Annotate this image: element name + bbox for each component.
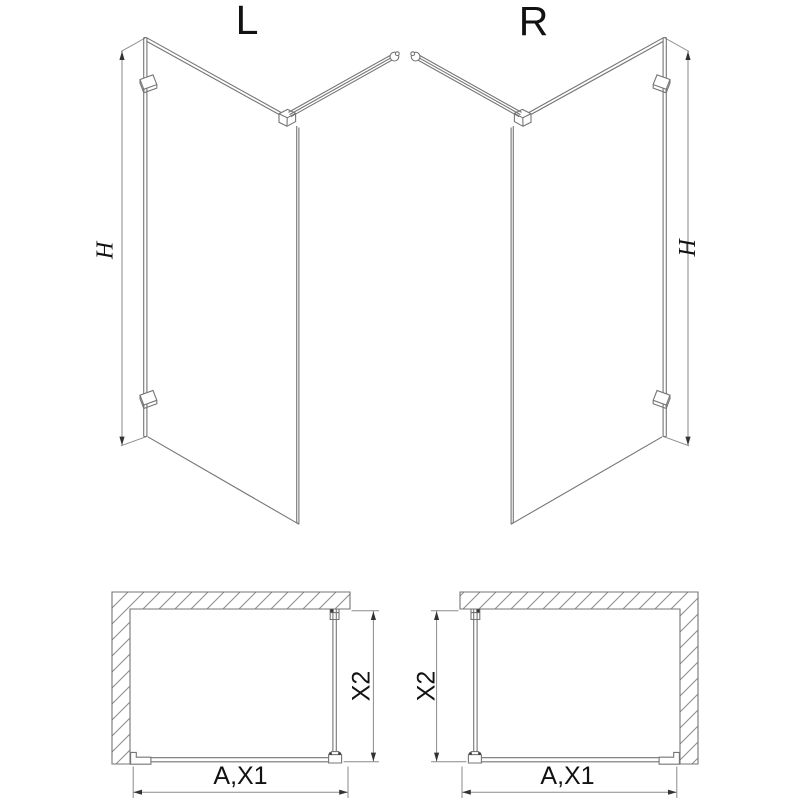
width-dim-label-right: A,X1 (540, 762, 595, 790)
depth-dim-label-right: X2 (412, 670, 441, 702)
support-bar-plan (329, 609, 342, 763)
figure-3d-panel-mirrored (411, 38, 691, 525)
depth-dim-label-left: X2 (347, 670, 376, 702)
wall-hatch-right-plan (460, 592, 698, 764)
glass-panel (147, 38, 299, 524)
support-bar (288, 52, 399, 117)
corner-clamp (279, 109, 296, 126)
wall-hatch-left-plan (112, 592, 350, 764)
height-dim-label-left: H (92, 241, 119, 260)
wall-outline (112, 592, 350, 764)
variant-label-left: L (235, 0, 259, 43)
wall-bracket-top (140, 75, 157, 93)
variant-label-right: R (518, 0, 549, 44)
height-dim-label-right: H (673, 238, 699, 256)
figure-3d-panel (119, 38, 399, 525)
width-dim-label-left: A,X1 (213, 762, 268, 790)
wall-bracket-bottom (140, 391, 157, 409)
wall-profile (144, 38, 147, 437)
